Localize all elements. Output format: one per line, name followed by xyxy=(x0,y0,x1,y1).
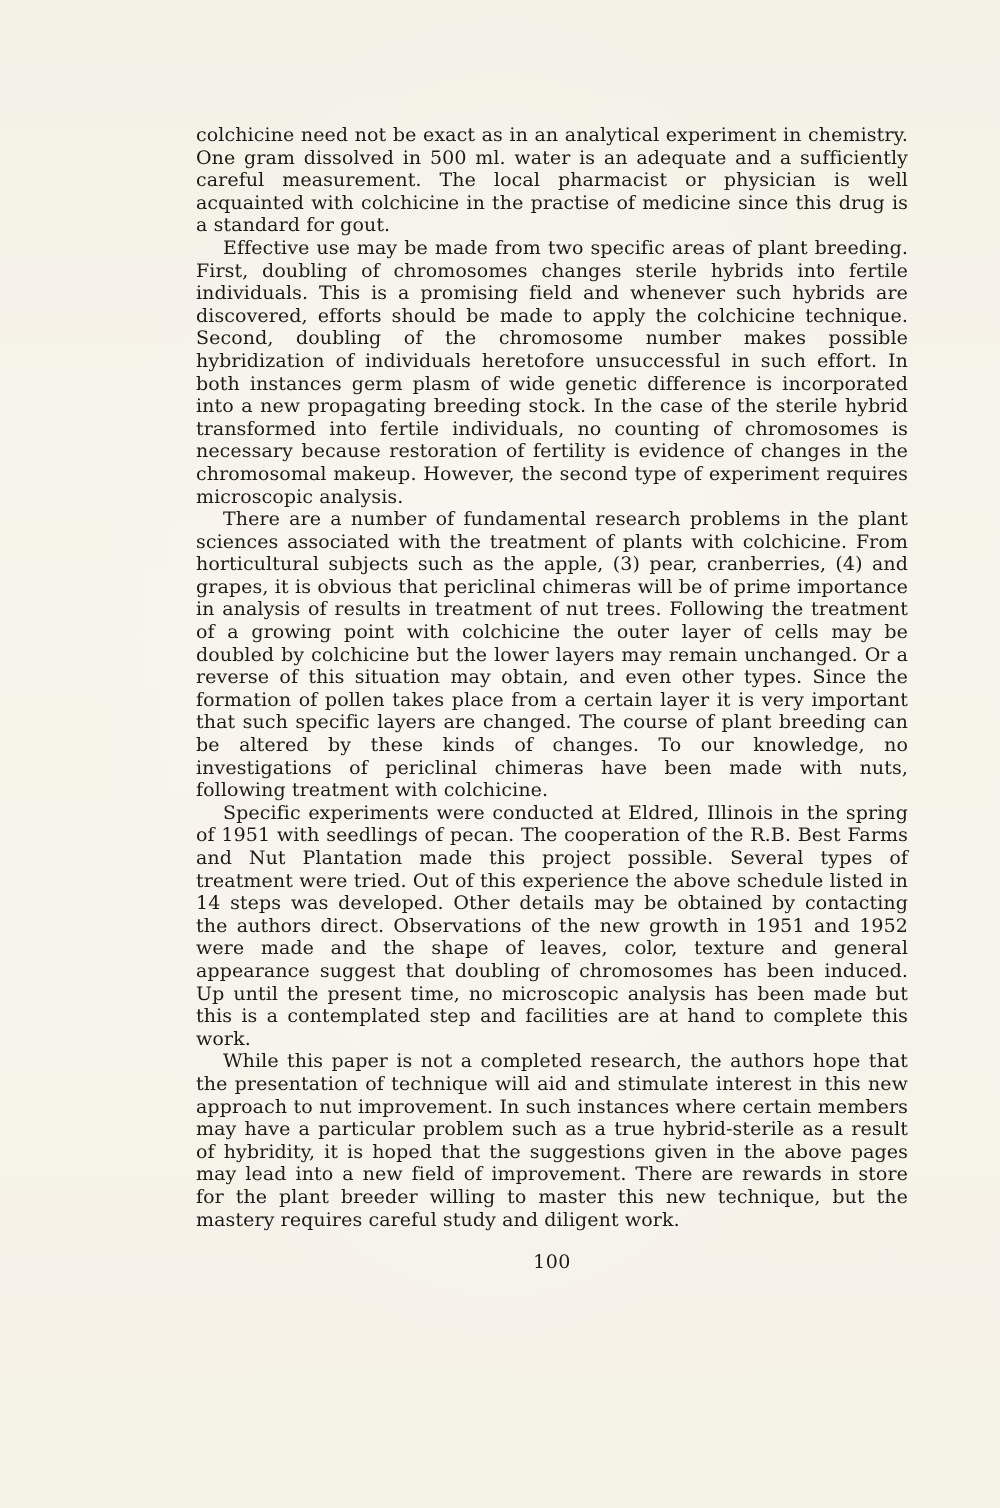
paragraph-effective-use: Effective use may be made from two specific areas of plant breeding. First, doubling of chromosomes changes sterile hybrids into fertile individuals. This is a promising field and whenever such hybrids are discovered, efforts should be made to apply the colchicine technique. Second, doubling of the chromosome number makes possible hybridization of individuals heretofore unsuccessful in such effort. In both instances germ plasm of wide genetic difference is incorporated into a new propagating breeding stock. In the case of the sterile hybrid transformed into fertile individuals, no counting of chromosomes is necessary because restoration of fertility is evidence of changes in the chromosomal makeup. However, the second type of experiment requires microscopic analysis. xyxy=(196,236,908,508)
paragraph-colchicine-measurement: colchicine need not be exact as in an analytical experiment in chemistry. One gram dissolved in 500 ml. water is an adequate and a sufficiently careful measurement. The local pharmacist or physician is well acquainted with colchicine in the practise of medicine since this drug is a standard for gout. xyxy=(196,124,908,237)
paragraph-research-problems: There are a number of fundamental research problems in the plant sciences associated with the treatment of plants with colchicine. From horticultural subjects such as the apple, (3) pear, cranberries, (4) and grapes, it is obvious that periclinal chimeras will be of prime importance in analysis of results in treatment of nut trees. Following the treatment of a growing point with colchicine the outer layer of cells may be doubled by colchicine but the lower layers may remain unchanged. Or a reverse of this situation may obtain, and even other types. Since the formation of pollen takes place from a certain layer it is very important that such specific layers are changed. The course of plant breeding can be altered by these kinds of changes. To our knowledge, no investigations of periclinal chimeras have been made with nuts, following treatment with colchicine. xyxy=(196,508,908,802)
page-number: 100 xyxy=(533,1251,571,1274)
paragraph-closing-remarks: While this paper is not a completed research, the authors hope that the presentation of technique will aid and stimulate interest in this new approach to nut improvement. In such instances where certain members may have a particular problem such as a true hybrid-sterile as a result of hybridity, it is hoped that the suggestions given in the above pages may lead into a new field of improvement. There are rewards in store for the plant breeder willing to master this new technique, but the mastery requires careful study and diligent work. xyxy=(196,1050,908,1231)
body-text xyxy=(196,124,908,1274)
paragraph-specific-experiments: Specific experiments were conducted at Eldred, Illinois in the spring of 1951 with seedlings of pecan. The cooperation of the R.B. Best Farms and Nut Plantation made this project possible. Several types of treatment were tried. Out of this experience the above schedule listed in 14 steps was developed. Other details may be obtained by contacting the authors direct. Observations of the new growth in 1951 and 1952 were made and the shape of leaves, color, texture and general appearance suggest that doubling of chromosomes has been induced. Up until the present time, no microscopic analysis has been made but this is a contemplated step and facilities are at hand to complete this work. xyxy=(196,801,908,1050)
